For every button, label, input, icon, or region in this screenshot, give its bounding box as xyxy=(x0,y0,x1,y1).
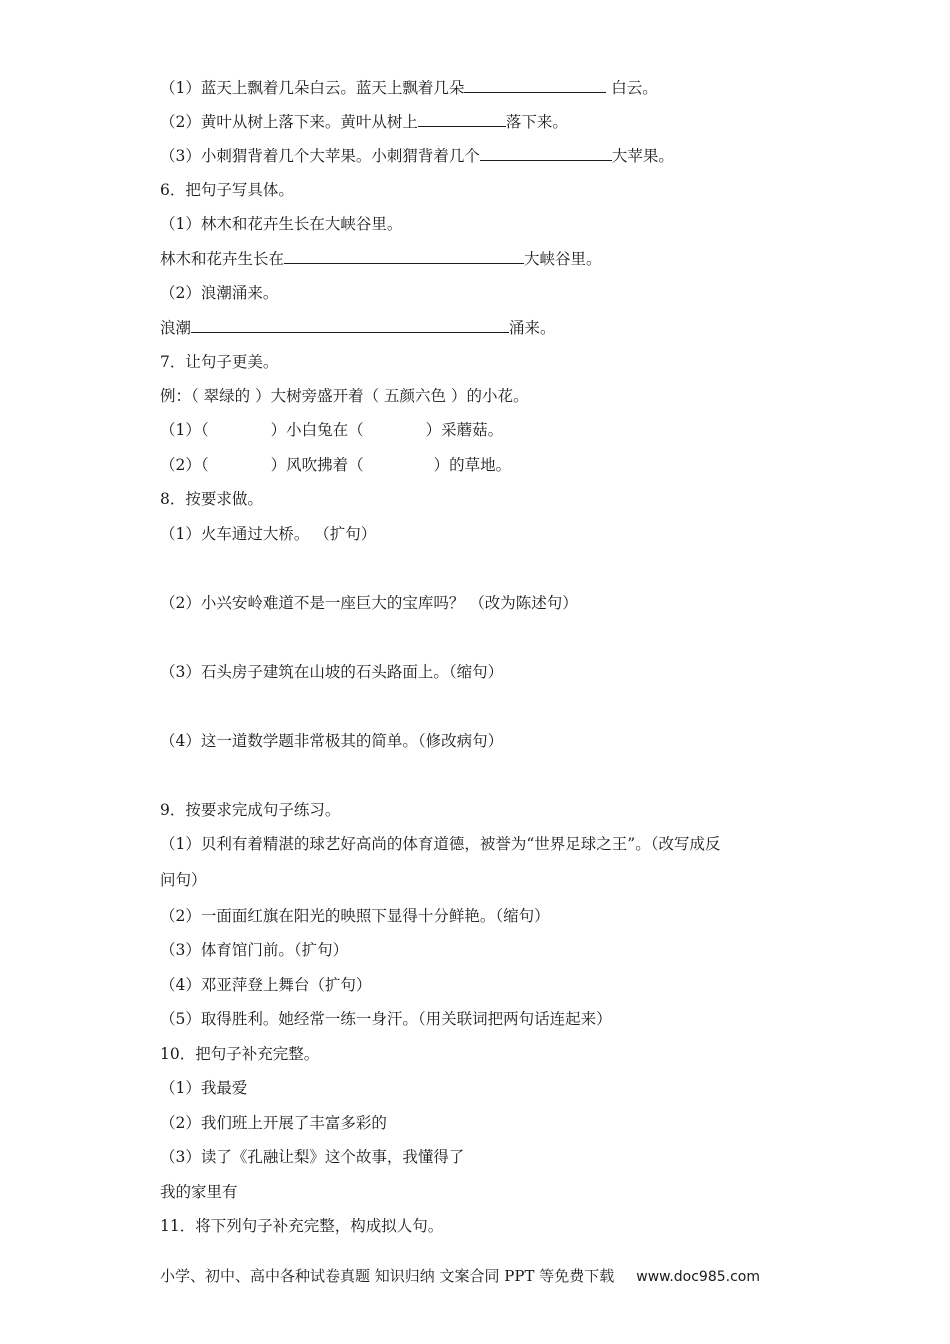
q10-item-1: （1）我最爱 xyxy=(160,1079,248,1097)
q10-item-2: （2）我们班上开展了丰富多彩的 xyxy=(160,1114,387,1132)
q9-title: 9．按要求完成句子练习。 xyxy=(160,801,341,819)
q5-item-2: （2）黄叶从树上落下来。黄叶从树上 落下来。 xyxy=(160,113,568,131)
q8-item-2: （2）小兴安岭难道不是一座巨大的宝库吗？ （改为陈述句） xyxy=(160,594,578,612)
footer-url[interactable]: www.doc985.com xyxy=(636,1269,761,1285)
q7-item-1: （1）（ ）小白兔在（ ）采蘑菇。 xyxy=(160,421,504,439)
q7-item-2: （2）（ ）风吹拂着（ ）的草地。 xyxy=(160,456,512,474)
q6-item-1: （1）林木和花卉生长在大峡谷里。 xyxy=(160,215,403,233)
q8-title: 8．按要求做。 xyxy=(160,490,263,508)
q10-item-3: （3）读了《孔融让梨》这个故事，我懂得了 xyxy=(160,1148,465,1166)
answer-blank[interactable] xyxy=(418,111,506,127)
q7-title: 7．让句子更美。 xyxy=(160,353,279,371)
q6-title: 6．把句子写具体。 xyxy=(160,181,294,199)
q11-title: 11．将下列句子补充完整，构成拟人句。 xyxy=(160,1217,444,1235)
q9-item-2: （2）一面面红旗在阳光的映照下显得十分鲜艳。（缩句） xyxy=(160,907,550,925)
answer-blank[interactable] xyxy=(480,145,612,161)
answer-blank[interactable] xyxy=(191,317,509,333)
q6-item-1-answer: 林木和花卉生长在 大峡谷里。 xyxy=(160,250,602,268)
q8-item-1: （1）火车通过大桥。 （扩句） xyxy=(160,525,377,543)
q10-item-4: 我的家里有 xyxy=(160,1183,238,1201)
q5-item-3: （3）小刺猬背着几个大苹果。小刺猬背着几个 大苹果。 xyxy=(160,147,674,165)
q8-item-3: （3）石头房子建筑在山坡的石头路面上。（缩句） xyxy=(160,663,504,681)
q6-item-2-answer: 浪潮 涌来。 xyxy=(160,319,556,337)
answer-blank[interactable] xyxy=(464,77,606,93)
q9-item-4: （4）邓亚萍登上舞台（扩句） xyxy=(160,976,372,994)
q9-item-3: （3）体育馆门前。（扩句） xyxy=(160,941,349,959)
footer-text: 小学、初中、高中各种试卷真题 知识归纳 文案合同 PPT 等免费下载 xyxy=(160,1267,615,1285)
q9-item-5: （5）取得胜利。她经常一练一身汗。（用关联词把两句话连起来） xyxy=(160,1010,612,1028)
q7-example: 例：（ 翠绿的 ）大树旁盛开着（ 五颜六色 ）的小花。 xyxy=(160,387,529,405)
q9-item-1-line-1: （1）贝利有着精湛的球艺好高尚的体育道德，被誉为“世界足球之王”。（改写成反 xyxy=(160,835,721,853)
q9-item-1-line-2: 问句） xyxy=(160,871,207,889)
q6-item-2: （2）浪潮涌来。 xyxy=(160,284,279,302)
answer-blank[interactable] xyxy=(284,248,524,264)
q10-title: 10．把句子补充完整。 xyxy=(160,1045,320,1063)
page-footer xyxy=(160,1266,760,1287)
q8-item-4: （4）这一道数学题非常极其的简单。（修改病句） xyxy=(160,732,504,750)
q5-item-1: （1）蓝天上飘着几朵白云。蓝天上飘着几朵 白云。 xyxy=(160,79,658,97)
